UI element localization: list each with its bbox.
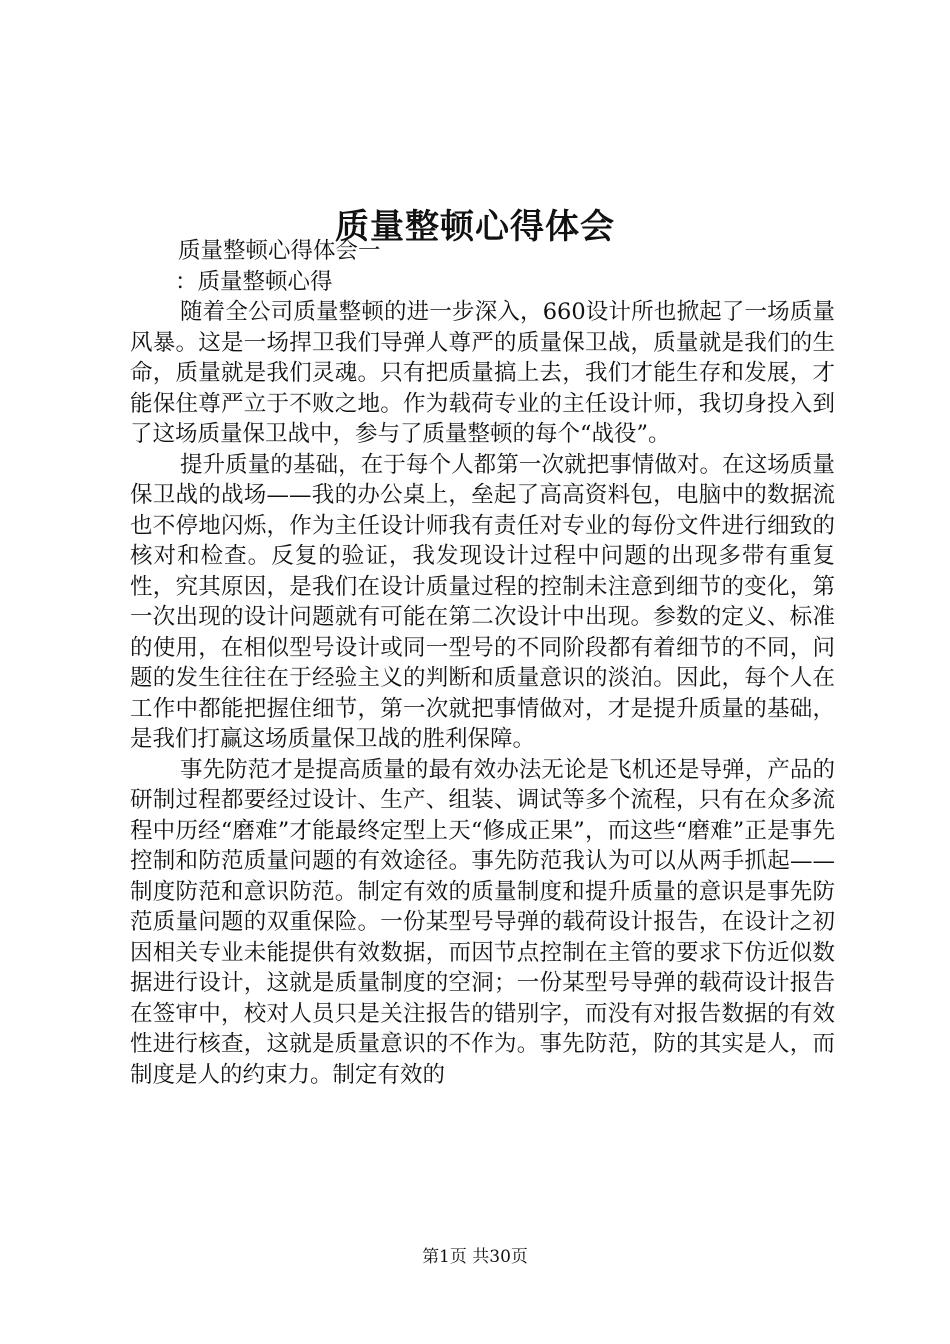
section-label: ：质量整顿心得 [175,268,333,295]
paragraph-1: 随着全公司质量整顿的进一步深入，660设计所也掀起了一场质量风暴。这是一场捍卫我们导弹人尊严的质量保卫战，质量就是我们的生命，质量就是我们灵魂。只有把质量搞上去，我们才能生存和发展，才能保住尊严立于不败之地。作为载荷专业的主任设计师，我切身投入到了这场质量保卫战中，参与了质量整顿的每个“战役”。 [130,299,835,447]
document-subtitle: 质量整顿心得体会一 [178,238,381,264]
paragraph-3: 事先防范才是提高质量的最有效办法无论是飞机还是导弹，产品的研制过程都要经过设计、生产、组装、调试等多个流程，只有在众多流程中历经“磨难”才能最终定型上天“修成正果”，而这些“磨难”正是事先控制和防范质量问题的有效途径。事先防范我认为可以从两手抓起——制度防范和意识防范。制定有效的质量制度和提升质量的意识是事先防范质量问题的双重保险。一份某型号导弹的载荷设计报告，在设计之初因相关专业未能提供有效数据，而因节点控制在主管的要求下仿近似数据进行设计，这就是质量制度的空洞；一份某型号导弹的载荷设计报告在签审中，校对人员只是关注报告的错别字，而没有对报告数据的有效性进行核查，这就是质量意识的不作为。事先防范，防的其实是人，而制度是人的约束力。制定有效的 [130,756,835,1088]
page-footer: 第1页 共30页 [422,1247,528,1267]
paragraph-2: 提升质量的基础，在于每个人都第一次就把事情做对。在这场质量保卫战的战场——我的办公桌上，垒起了高高资料包，电脑中的数据流也不停地闪烁，作为主任设计师我有责任对专业的每份文件进行细致的核对和检查。反复的验证，我发现设计过程中问题的出现多带有重复性，究其原因，是我们在设计质量过程的控制未注意到细节的变化，第一次出现的设计问题就有可能在第二次设计中出现。参数的定义、标准的使用，在相似型号设计或同一型号的不同阶段都有着细节的不同，问题的发生往往在于经验主义的判断和质量意识的淡泊。因此，每个人在工作中都能把握住细节，第一次就把事情做对，才是提升质量的基础，是我们打赢这场质量保卫战的胜利保障。 [130,451,835,752]
document-body [130,236,835,1090]
page-title: 质量整顿心得体会 [335,206,615,247]
